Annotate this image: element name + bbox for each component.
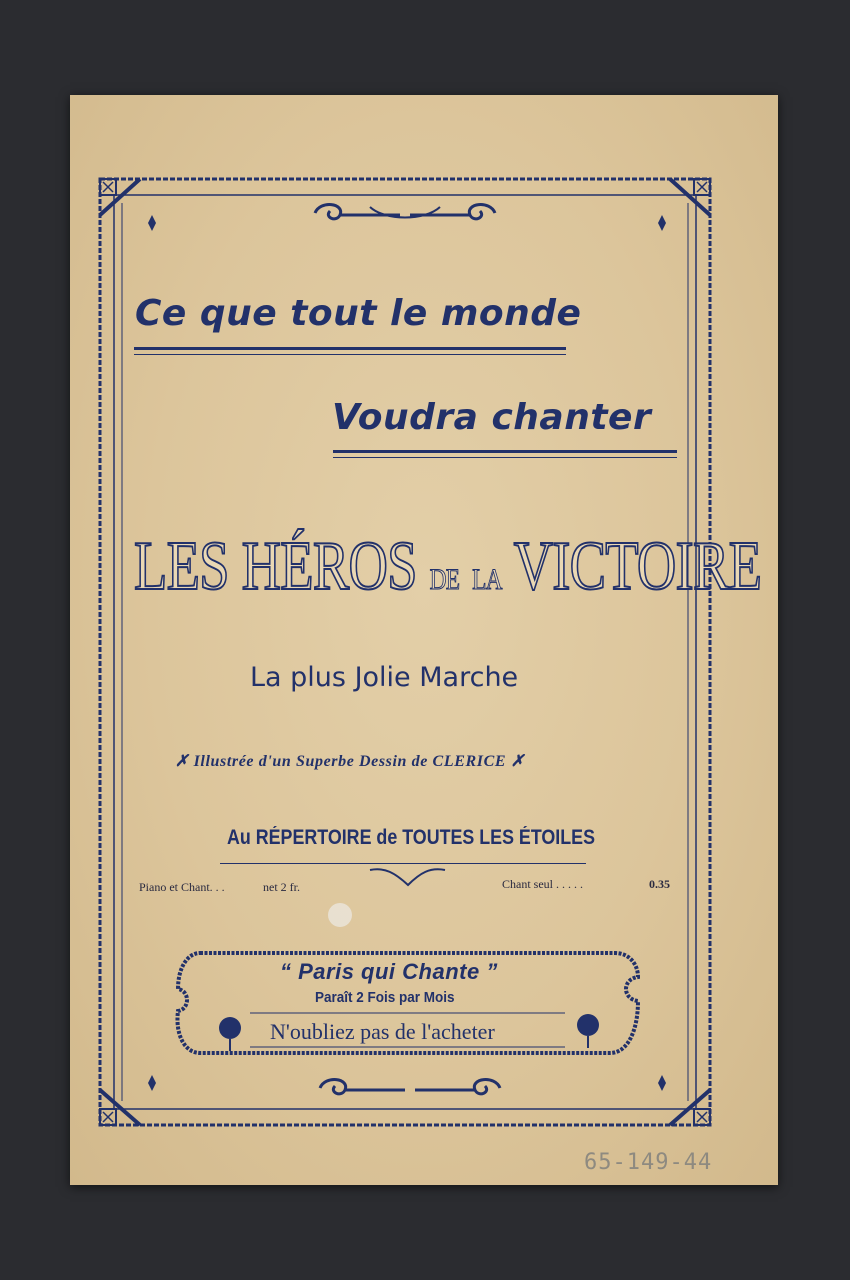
piano-price-value: net 2 fr.	[263, 880, 300, 894]
chant-price-label: Chant seul . . . . .	[502, 877, 583, 891]
catalog-number: 65-149-44	[584, 1150, 713, 1175]
chant-price-value: 0.35	[649, 877, 670, 891]
illustration-text: Illustrée d'un Superbe Dessin de CLERICE	[193, 753, 507, 770]
advert-reminder: N'oubliez pas de l'acheter	[270, 1019, 495, 1044]
repertoire-rule	[220, 863, 586, 864]
header-line-1: Ce que tout le monde	[135, 293, 582, 334]
header-rule-1b	[134, 354, 566, 355]
advert-frequency: Paraît 2 Fois par Mois	[315, 989, 455, 1006]
song-title	[134, 527, 761, 607]
title-part-1: LES HÉROS	[134, 528, 417, 605]
subtitle: La plus Jolie Marche	[250, 662, 519, 693]
header-line-2: Voudra chanter	[332, 397, 652, 438]
piano-price-label: Piano et Chant. . .	[139, 880, 225, 894]
header-rule-1	[134, 347, 566, 350]
repertoire-line: Au RÉPERTOIRE de TOUTES LES ÉTOILES	[227, 826, 595, 849]
header-rule-2b	[333, 457, 677, 458]
title-connector-1: DE	[429, 563, 460, 596]
title-part-2: VICTOIRE	[513, 528, 762, 605]
illustration-note	[175, 751, 525, 771]
advert-title: “ Paris qui Chante ”	[280, 959, 498, 984]
paper-hole-mark	[328, 903, 352, 927]
header-rule-2	[333, 450, 677, 453]
fleuron-right-icon: ✗	[506, 753, 525, 770]
sheet-music-cover	[70, 95, 778, 1185]
fleuron-left-icon: ✗	[175, 753, 194, 770]
title-connector-2: LA	[472, 563, 502, 596]
